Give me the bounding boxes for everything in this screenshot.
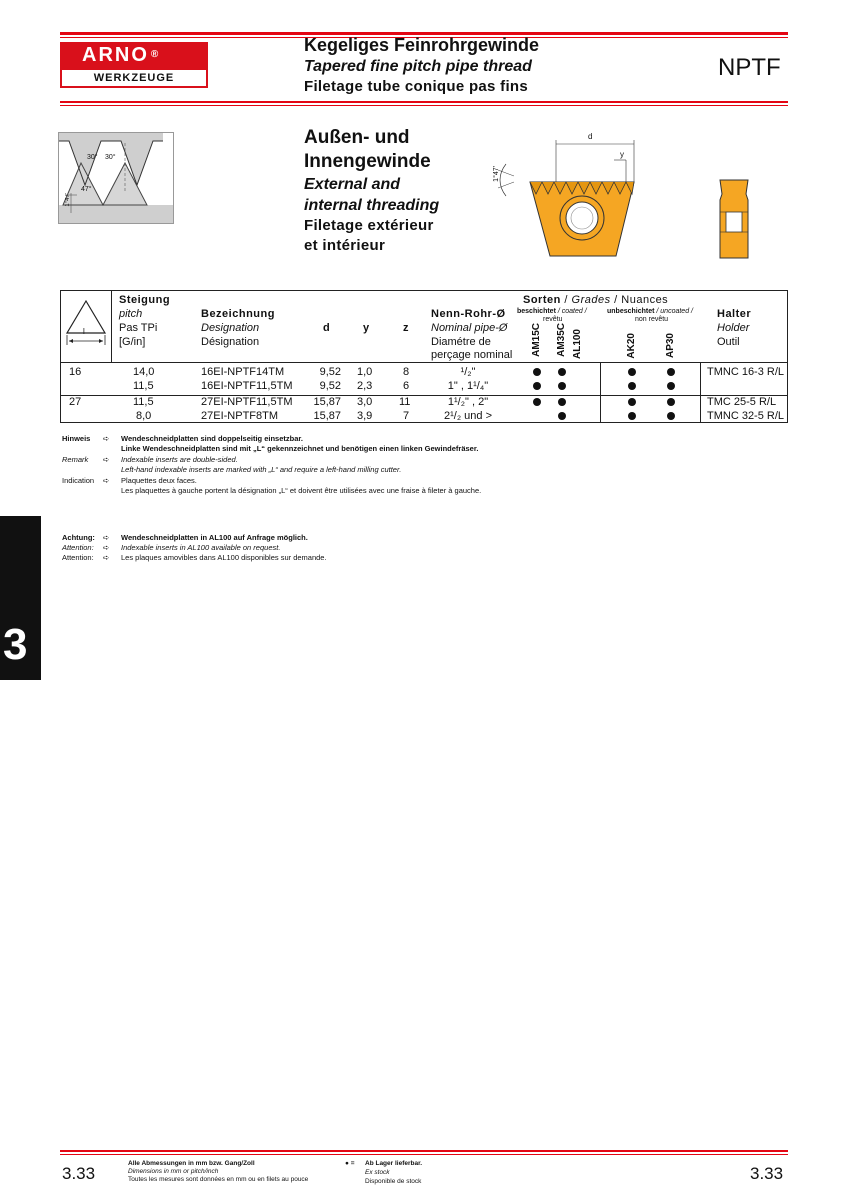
profile-angle-2: 30° <box>105 154 116 161</box>
row-d: 9,52 <box>319 380 341 392</box>
stock-dot <box>667 368 675 376</box>
note-hinweis-label: Hinweis <box>62 434 91 443</box>
row-z: 11 <box>399 396 411 408</box>
footer-stock-symbol: ● = <box>345 1160 355 1167</box>
grade-ap30: AP30 <box>665 333 676 359</box>
holder-side-drawing <box>714 178 754 260</box>
row-pitch: 8,0 <box>136 410 152 422</box>
stock-dot <box>558 368 566 376</box>
page-number-right: 3.33 <box>750 1164 784 1183</box>
row-holder: TMC 25-5 R/L <box>707 396 777 408</box>
grade-am35c: AM35C <box>556 323 567 357</box>
h-uncoated-fr: non revêtu <box>635 316 669 323</box>
stock-dot <box>558 412 566 420</box>
thread-profile-drawing <box>58 132 174 224</box>
arrow-icon: ➪ <box>103 543 110 552</box>
profile-angle-4: 1°47' <box>65 193 71 207</box>
arrow-icon: ➪ <box>103 553 110 562</box>
row-holder: TMNC 16-3 R/L <box>707 366 785 378</box>
table-col-divider-1 <box>600 362 601 423</box>
footer-rule-thin <box>60 1154 788 1155</box>
h-nenn-en: Nominal pipe-Ø <box>431 322 508 334</box>
row-holder: TMNC 32-5 R/L <box>707 410 785 422</box>
row-designation: 16EI-NPTF11,5TM <box>201 380 293 392</box>
row-designation: 27EI-NPTF11,5TM <box>201 396 293 408</box>
section-titles <box>304 126 439 256</box>
h-designation: Designation <box>201 322 260 334</box>
row-pitch: 11,5 <box>133 396 154 408</box>
logo-reg-mark: ® <box>150 49 161 60</box>
insert-drawing <box>484 130 668 260</box>
stock-dot <box>667 412 675 420</box>
footer-stock-en: Ex stock <box>365 1169 390 1176</box>
logo-brand <box>60 42 208 68</box>
arrow-icon: ➪ <box>103 455 110 464</box>
arrow-icon: ➪ <box>103 533 110 542</box>
stock-dot <box>533 368 541 376</box>
row-pitch: 11,5 <box>133 380 154 392</box>
h-sorten-sep1: / <box>560 294 572 306</box>
row-z: 7 <box>403 410 410 422</box>
section-title-fr-1: Filetage extérieur <box>304 217 434 234</box>
chapter-number: 3 <box>3 620 28 669</box>
row-designation: 16EI-NPTF14TM <box>201 366 285 378</box>
note-indication-1: Plaquettes deux faces. <box>121 476 197 485</box>
section-title-fr-2: et intérieur <box>304 237 386 254</box>
h-sorten-sep2: / <box>610 294 622 306</box>
note-attention-en-label: Attention: <box>62 543 94 552</box>
footer-rule <box>60 1150 788 1152</box>
header-bottom-rule <box>60 101 788 103</box>
stock-dot <box>533 382 541 390</box>
h-gin: [G/in] <box>119 336 146 348</box>
note-indication-label: Indication <box>62 476 95 485</box>
row-y: 1,0 <box>357 366 373 378</box>
h-pas: Pas TPi <box>119 322 158 334</box>
row-d: 15,87 <box>313 396 341 408</box>
section-title-de-1: Außen- und <box>304 127 410 148</box>
row-group: 27 <box>69 396 82 408</box>
h-pitch: pitch <box>119 308 143 320</box>
note-hinweis-1: Wendeschneidplatten sind doppelseitig einsetzbar. <box>121 434 303 443</box>
table-header-rule <box>61 362 787 363</box>
insert-triangle-icon <box>61 291 111 361</box>
footer-stock-fr: Disponible de stock <box>365 1178 422 1185</box>
h-steigung: Steigung <box>119 294 171 306</box>
logo-brand-text: ARNO <box>82 44 149 66</box>
note-remark-label: Remark <box>62 455 89 464</box>
h-designation-fr: Désignation <box>201 336 260 348</box>
note-attention-fr-text: Les plaques amovibles dans AL100 disponibles sur demande. <box>121 553 327 562</box>
stock-dot <box>558 398 566 406</box>
row-designation: 27EI-NPTF8TM <box>201 410 279 422</box>
h-nenn-fr2: perçage nominal <box>431 349 513 361</box>
h-outil: Outil <box>717 336 740 348</box>
h-bezeichnung: Bezeichnung <box>201 308 275 320</box>
h-d: d <box>323 322 330 334</box>
insert-table <box>60 290 788 423</box>
h-z: z <box>403 322 409 334</box>
row-y: 2,3 <box>357 380 373 392</box>
title-fr: Filetage tube conique pas fins <box>304 78 529 95</box>
note-achtung-label: Achtung: <box>62 533 95 542</box>
title-de: Kegeliges Feinrohrgewinde <box>304 35 540 55</box>
insert-dim-angle: 1°47' <box>493 166 500 182</box>
note-attention-en-text: Indexable inserts in AL100 available on request. <box>121 543 281 552</box>
arrow-icon: ➪ <box>103 476 110 485</box>
stock-dot <box>667 398 675 406</box>
footer-stock-de: Ab Lager lieferbar. <box>365 1160 423 1167</box>
h-nenn-fr1: Diamétre de <box>431 336 491 348</box>
footer-dim-de: Alle Abmessungen in mm bzw. Gang/Zoll <box>128 1160 255 1167</box>
title-en: Tapered fine pitch pipe thread <box>304 58 532 75</box>
row-pitch: 14,0 <box>133 366 155 378</box>
h-sorten-fr: Nuances <box>621 294 669 306</box>
section-title-en-2: internal threading <box>304 197 440 214</box>
footer-dim-en: Dimensions in mm or pitch/inch <box>128 1168 219 1175</box>
note-remark-1: Indexable inserts are double-sided. <box>121 455 238 464</box>
h-sorten <box>523 293 668 307</box>
h-halter: Halter <box>717 308 752 320</box>
icon-dim-l: l <box>83 327 85 336</box>
h-coated-de: beschichtet <box>517 308 556 315</box>
stock-dot <box>628 412 636 420</box>
thread-code: NPTF <box>718 54 781 81</box>
grade-am15c: AM15C <box>531 323 542 357</box>
insert-svg <box>484 130 668 260</box>
row-z: 6 <box>403 380 410 392</box>
grade-al100: AL100 <box>572 329 583 360</box>
h-uncoated-en: / uncoated / <box>654 308 693 315</box>
profile-angle-1: 30° <box>87 154 98 161</box>
note-achtung-text: Wendeschneidplatten in AL100 auf Anfrage möglich. <box>121 533 308 542</box>
page-number-left: 3.33 <box>62 1164 96 1183</box>
stock-dot <box>628 382 636 390</box>
h-sorten-en: Grades <box>571 294 611 306</box>
header-bottom-rule-thin <box>60 105 788 106</box>
table-icon-cell <box>61 291 112 362</box>
arno-logo <box>60 42 208 90</box>
stock-dot <box>628 398 636 406</box>
footer-dim-fr: Toutes les mesures sont données en mm ou en filets au pouce <box>128 1176 309 1183</box>
row-nominal: ¹/₂" <box>460 366 476 378</box>
grade-ak20: AK20 <box>626 333 637 359</box>
logo-sub: WERKZEUGE <box>60 68 208 88</box>
row-nominal: 2¹/₂ und > <box>444 410 492 422</box>
row-nominal: 1" , 1¹/₄" <box>447 380 489 392</box>
note-attention-fr-label: Attention: <box>62 553 94 562</box>
note-hinweis-2: Linke Wendeschneidplatten sind mit „L“ gekennzeichnet und benötigen einen linken Gewindefräser. <box>121 444 479 453</box>
h-coated-en: / coated / <box>555 308 587 315</box>
h-coated-fr: revêtu <box>543 316 563 323</box>
row-y: 3,0 <box>357 396 373 408</box>
chapter-tab <box>0 516 41 680</box>
table-col-divider-2 <box>700 362 701 423</box>
row-nominal: 1¹/₂" , 2" <box>447 396 489 408</box>
header-titles <box>304 35 539 95</box>
insert-dim-y: y <box>620 150 624 159</box>
holder-svg <box>714 178 754 260</box>
stock-dot <box>628 368 636 376</box>
arrow-icon: ➪ <box>103 434 110 443</box>
stock-dot <box>667 382 675 390</box>
profile-angle-3: 47° <box>81 186 92 193</box>
h-nenn-de: Nenn-Rohr-Ø <box>431 308 506 320</box>
h-holder: Holder <box>717 322 750 334</box>
thread-profile-svg <box>59 133 173 223</box>
row-group: 16 <box>69 366 82 378</box>
row-y: 3,9 <box>357 410 373 422</box>
h-coated <box>517 308 587 316</box>
row-d: 15,87 <box>313 410 341 422</box>
h-uncoated-de: unbeschichtet <box>607 308 655 315</box>
h-uncoated <box>607 308 693 316</box>
section-title-de-2: Innengewinde <box>304 151 431 172</box>
stock-dot <box>558 382 566 390</box>
note-indication-2: Les plaquettes à gauche portent la désignation „L“ et doivent être utilisées avec une fraise à fileter à gauche. <box>121 486 482 495</box>
row-d: 9,52 <box>319 366 341 378</box>
section-title-en-1: External and <box>304 176 401 193</box>
row-z: 8 <box>403 366 410 378</box>
stock-dot <box>533 398 541 406</box>
h-sorten-de: Sorten <box>523 294 561 306</box>
note-remark-2: Left-hand indexable inserts are marked with „L“ and require a left-hand milling cutter. <box>121 465 402 474</box>
h-y: y <box>363 322 370 334</box>
insert-dim-d: d <box>588 132 593 141</box>
